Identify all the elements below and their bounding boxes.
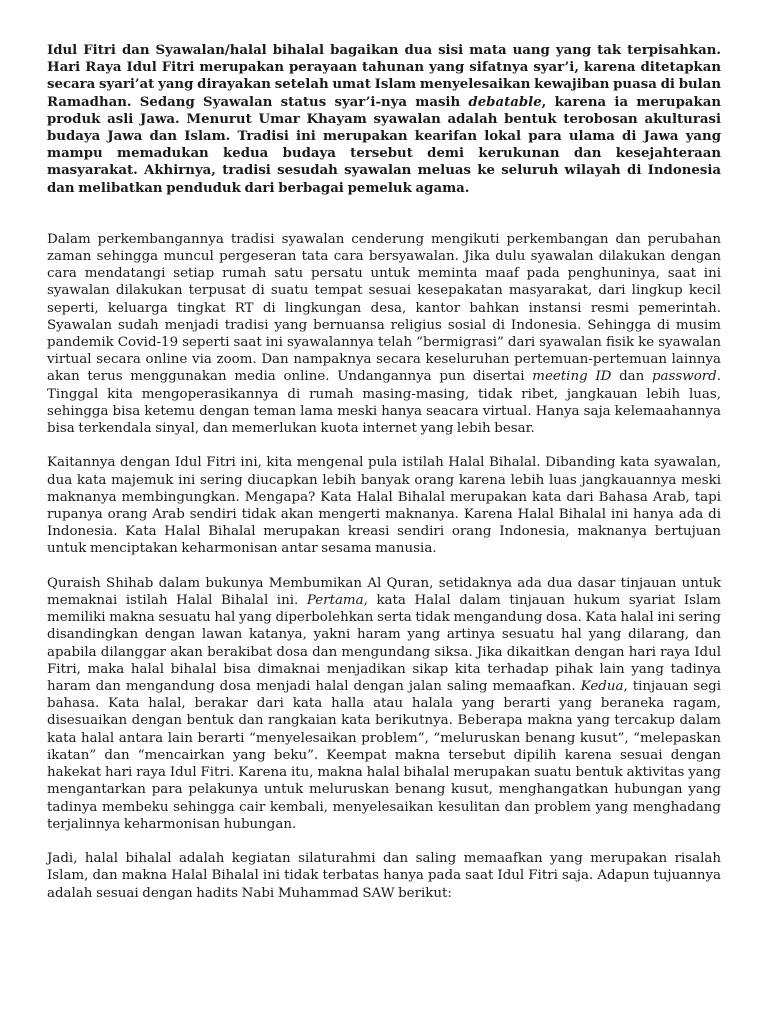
italic-term: Pertama [306, 593, 364, 609]
paragraph-text: . Tinggal kita mengoperasikannya di rumah masing-masing, tidak ribet, jangkauan lebih luas, sehingga bisa ketemu dengan teman lama meski hanya seacara virtual. Hanya saja kelemaahannya bisa terkendala sinyal, dan memerlukan kuota internet yang lebih besar. [47, 369, 721, 437]
italic-term: meeting ID [532, 369, 612, 385]
paragraph-perkembangan [47, 231, 721, 437]
italic-term: Kedua [580, 679, 624, 695]
italic-term: password [651, 369, 717, 385]
paragraph-text: dan [611, 369, 652, 385]
paragraph-halal-bihalal [47, 454, 721, 557]
paragraph-text: Kaitannya dengan Idul Fitri ini, kita mengenal pula istilah Halal Bihalal. Dibanding kata syawalan, dua kata majemuk ini sering diucapkan lebih banyak orang karena lebih luas jangkauannya meski maknanya membingungkan. Mengapa? Kata Halal Bihalal merupakan kata dari Bahasa Arab, tapi rupanya orang Arab sendiri tidak akan mengerti maknanya. Karena Halal Bihalal ini hanya ada di Indonesia. Kata Halal Bihalal merupakan kreasi sendiri orang Indonesia, maknanya bertujuan untuk menciptakan keharmonisan antar sesama manusia. [47, 455, 721, 557]
paragraph-text: , kata Halal dalam tinjauan hukum syariat Islam memiliki makna sesuatu hal yang diperbolehkan serta tidak mengandung dosa. Kata halal ini sering disandingkan dengan lawan katanya, yakni haram yang artinya sesuatu hal yang dilarang, dan apabila dilanggar akan berakibat dosa dan mengundang siksa. Jika dikaitkan dengan hari raya Idul Fitri, maka halal bihalal bisa dimaknai menjadikan sikap kita terhadap pihak lain yang tadinya haram dan mengandung dosa menjadi halal dengan jalan saling memaafkan. [47, 593, 722, 695]
paragraph-kesimpulan [47, 850, 721, 902]
paragraph-text: Quraish Shihab dalam bukunya Membumikan Al Quran, setidaknya ada dua dasar tinjauan untuk memaknai istilah Halal Bihalal ini. [47, 575, 721, 609]
paragraph-text: Dalam perkembangannya tradisi syawalan cenderung mengikuti perkembangan dan perubahan zaman sehingga muncul pergeseran tata cara bersyawalan. Jika dulu syawalan dilakukan dengan cara mendatangi setiap rumah satu persatu untuk meminta maaf pada penghuninya, saat ini syawalan dilakukan terpusat di suatu tempat sesuai kesepakatan masyarakat, dari lingkup kecil seperti, keluarga tingkat RT di lingkungan desa, kantor bahkan instansi resmi pemerintah. Syawalan sudah menjadi tradisi yang bernuansa religius sosial di Indonesia. Sehingga di musim pandemik Covid-19 seperti saat ini syawalannya telah “bermigrasi” dari syawalan fisik ke syawalan virtual secara online via zoom. Dan nampaknya secara keseluruhan pertemuan-pertemuan lainnya akan terus menggunakan media online. Undangannya pun disertai [47, 231, 721, 385]
paragraph-text: , karena ia merupakan produk asli Jawa. Menurut Umar Khayam syawalan adalah bentuk terobosan akulturasi budaya Jawa dan Islam. Tradisi ini merupakan kearifan lokal para ulama di Jawa yang mampu memadukan kedua budaya tersebut demi kerukunan dan kesejahteraan masyarakat. Akhirnya, tradisi sesudah syawalan meluas ke seluruh wilayah di Indonesia dan melibatkan penduduk dari berbagai pemeluk agama. [47, 94, 721, 196]
paragraph-text: Idul Fitri dan Syawalan/halal bihalal bagaikan dua sisi mata uang yang tak terpisahkan. Hari Raya Idul Fitri merupakan perayaan tahunan yang sifatnya syar’i, karena ditetapkan secara syari’at yang dirayakan setelah umat Islam menyelesaikan kewajiban puasa di bulan Ramadhan. Sedang Syawalan status syar’i-nya masih [47, 43, 721, 110]
paragraph-intro [47, 42, 721, 197]
document-page [47, 42, 721, 919]
paragraph-text: Jadi, halal bihalal adalah kegiatan silaturahmi dan saling memaafkan yang merupakan risalah Islam, dan makna Halal Bihalal ini tidak terbatas hanya pada saat Idul Fitri saja. Adapun tujuannya adalah sesuai dengan hadits Nabi Muhammad SAW berikut: [47, 851, 721, 901]
italic-term: debatable [468, 94, 542, 110]
paragraph-quraish-shihab [47, 575, 721, 833]
paragraph-text: , tinjauan segi bahasa. Kata halal, berakar dari kata halla atau halala yang berarti yang beraneka ragam, disesuaikan dengan bentuk dan rangkaian kata berikutnya. Beberapa makna yang tercakup dalam kata halal antara lain berarti “menyelesaikan problem”, “meluruskan benang kusut”, “melepaskan ikatan” dan “mencairkan yang beku”. Keempat makna tersebut dipilih karena sesuai dengan hakekat hari raya Idul Fitri. Karena itu, makna halal bihalal merupakan suatu bentuk aktivitas yang mengantarkan para pelakunya untuk meluruskan benang kusut, menghangatkan hubungan yang tadinya membeku sehingga cair kembali, menyelesaikan kesulitan dan problem yang menghadang terjalinnya keharmonisan hubungan. [47, 679, 721, 832]
